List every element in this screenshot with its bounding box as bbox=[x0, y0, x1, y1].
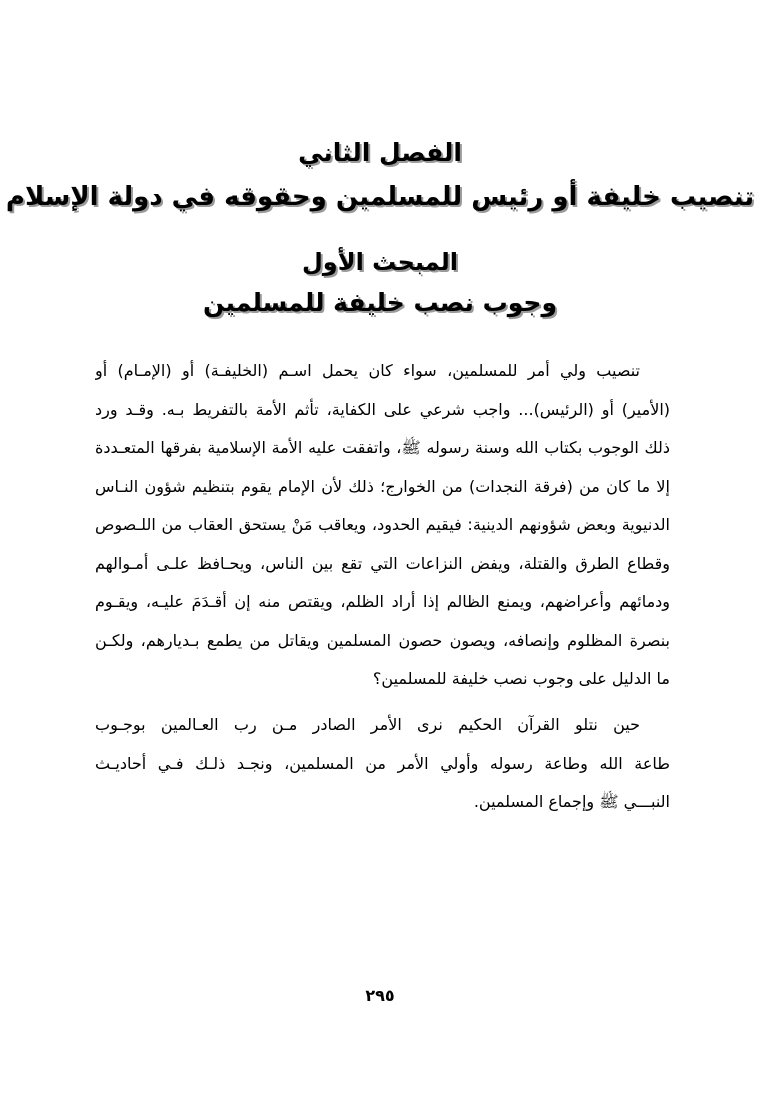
paragraph-line: ما الدليل على وجوب نصب خليفة للمسلمين؟ bbox=[372, 669, 670, 688]
paragraph-line: تنصيب ولي أمر للمسلمين، سواء كان يحمل اسـم (الخليفـة) أو (الإمـام) أو bbox=[95, 361, 640, 380]
paragraph-line: الدنيوية وبعض شؤونهم الدينية: فيقيم الحدود، ويعاقب مَنْ يستحق العقاب من اللـصوص bbox=[95, 515, 670, 534]
paragraph-line: ذلك الوجوب بكتاب الله وسنة رسوله ﷺ، واتفقت عليه الأمة الإسلامية بفرقها المتعـددة bbox=[95, 438, 670, 457]
paragraph-line: إلا ما كان من (فرقة النجدات) من الخوارج؛ ذلك لأن الإمام يقوم بتنظيم شؤون النـاس bbox=[95, 476, 670, 496]
section-title: وجوب نصب خليفة للمسلمين bbox=[203, 288, 557, 317]
page-number: ٢٩٥ bbox=[365, 986, 395, 1005]
chapter-title: تنصيب خليفة أو رئيس للمسلمين وحقوقه في دولة الإسلام bbox=[5, 182, 755, 212]
chapter-heading: الفصل الثاني bbox=[298, 138, 462, 167]
paragraph-line: النبـــي ﷺ وإجماع المسلمين. bbox=[473, 792, 670, 811]
paragraph-2 bbox=[95, 706, 670, 822]
section-heading: المبحث الأول bbox=[301, 248, 459, 276]
paragraph-line: طاعة الله وطاعة رسوله وأولي الأمر من المسلمين، ونجـد ذلـك فـي أحاديـث bbox=[95, 753, 670, 773]
paragraph-line: بنصرة المظلوم وإنصافه، ويصون حصون المسلمين ويقاتل من يطمع بـديارهم، ولكـن bbox=[95, 630, 670, 650]
paragraph-line: (الأمير) أو (الرئيس)... واجب شرعي على الكفاية، تأثم الأمة بالتفريط بـه. وقـد ورد bbox=[95, 399, 670, 419]
paragraph-1 bbox=[95, 352, 670, 699]
paragraph-line: حين نتلو القرآن الحكيم نرى الأمر الصادر مـن رب العـالمين بوجـوب bbox=[95, 715, 640, 734]
paragraph-line: ودمائهم وأعراضهم، ويمنع الظالم إذا أراد الظلم، ويقتص منه إن أقـدَمَ عليـه، ويقـوم bbox=[95, 592, 670, 611]
paragraph-line: وقطاع الطرق والقتلة، ويفض النزاعات التي تقع بين الناس، ويحـافظ علـى أمـوالهم bbox=[95, 553, 670, 573]
